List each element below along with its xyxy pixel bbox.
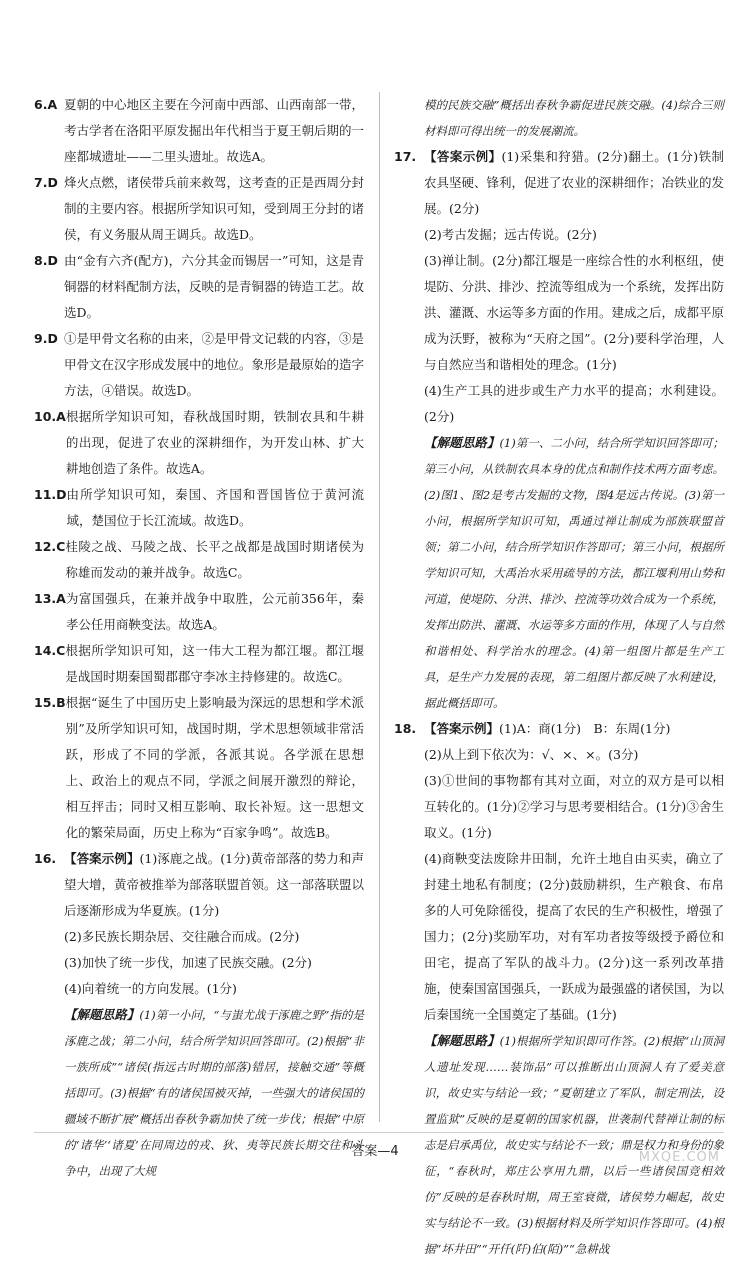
page-footer: 答案—4 bbox=[351, 1144, 399, 1159]
answer-item: (4)向着统一的方向发展。(1分) bbox=[64, 981, 237, 996]
analysis-tag: 【解题思路】 bbox=[64, 1007, 140, 1022]
answer-text: 根据所学知识可知，春秋战国时期，铁制农具和牛耕的出现，促进了农业的深耕细作，为开发山林、扩大耕地创造了条件。故选A。 bbox=[65, 409, 364, 476]
answer-text: 根据所学知识可知，这一伟大工程为都江堰。都江堰是战国时期秦国蜀郡郡守李冰主持修建的。故选C。 bbox=[65, 643, 364, 684]
answer-first-line: 【答案示例】(1)A：商(1分) B：东周(1分) bbox=[424, 721, 671, 736]
right-column bbox=[394, 92, 724, 1262]
question-number: 13.A bbox=[34, 591, 66, 606]
answer-text: 由“金有六齐(配方)，六分其金而锡居一”可知，这是青铜器的材料配制方法，反映的是青铜器的铸造工艺。故选D。 bbox=[64, 253, 365, 320]
watermark-logo: MXQE.COM bbox=[638, 1150, 720, 1165]
question-number: 6.A bbox=[34, 97, 58, 112]
question-item bbox=[34, 638, 364, 690]
answer-first-line: 【答案示例】(1)采集和狩猎。(2分)翻土。(1分)铁制农具坚硬、锋利，促进了农业的深耕细作；冶铁业的发展。(2分) bbox=[424, 149, 725, 216]
answer-item: (3)①世间的事物都有其对立面，对立的双方是可以相互转化的。(1分)②学习与思考要相结合。(1分)③舍生取义。(1分) bbox=[424, 773, 724, 840]
answer-first-line: 【答案示例】(1)涿鹿之战。(1分)黄帝部落的势力和声望大增，黄帝被推举为部落联盟首领。这一部落联盟以后逐渐形成为华夏族。(1分) bbox=[64, 851, 365, 918]
answer-tag: 【答案示例】 bbox=[424, 149, 502, 164]
answer-tag: 【答案示例】 bbox=[64, 851, 140, 866]
answer-text: 为富国强兵，在兼并战争中取胜，公元前356年，秦孝公任用商鞅变法。故选A。 bbox=[65, 591, 364, 632]
question-number: 9.D bbox=[34, 331, 58, 346]
analysis-tag: 【解题思路】 bbox=[424, 435, 500, 450]
question-number: 14.C bbox=[34, 643, 66, 658]
analysis-text: 【解题思路】(1)第一、二小问，结合所学知识回答即可；第三小问，从铁制农具本身的优点和制作技术两方面考虑。(2)图1、图2是考古发掘的文物，图4是远古传说。(3)第一小问，根据所学知识可知，禹通过禅让制成为部族联盟首领；第二小问，结合所学知识作答即可；第三小问，根据所学知识可知，大禹治水采用疏导的方法，都江堰利用山势和河道，使堤防、分洪、排沙、控流等功效合成为一个系统，发挥出防洪、灌溉、水运等多方面的作用，体现了人与自然和谐相处、科学治水的理念。(4)第一组图片都是生产工具，是生产力发展的表现，第二组图片都反映了水利建设，据此概括即可。 bbox=[424, 435, 724, 710]
question-18 bbox=[394, 716, 724, 742]
question-18-items bbox=[394, 742, 724, 1262]
answer-text: 根据“诞生了中国历史上影响最为深远的思想和学术派别”及所学知识可知，战国时期，学术思想领域非常活跃，形成了不同的学派，各派其说。各学派在思想上、政治上的观点不同，学派之间展开激烈的辩论，相互抨击；同时又相互影响、取长补短。这一思想文化的繁荣局面，历史上称为“百家争鸣”。故选B。 bbox=[65, 695, 364, 840]
question-number: 18. bbox=[394, 721, 417, 736]
question-number: 17. bbox=[394, 149, 417, 164]
answer-text: 由所学知识可知，秦国、齐国和晋国皆位于黄河流域，楚国位于长江流域。故选D。 bbox=[66, 487, 364, 528]
answer-item: (4)商鞅变法废除井田制，允许土地自由买卖，确立了封建土地私有制度；(2分)鼓励耕织，生产粮食、布帛多的人可免除徭役，提高了农民的生产积极性，增强了国力；(2分)奖励军功，对有军功者按等级授予爵位和田宅，提高了军队的战斗力。(2分)这一系列改革措施，使秦国富国强兵，一跃成为最强盛的诸侯国，为以后秦国统一全国奠定了基础。(1分) bbox=[424, 851, 725, 1022]
question-17-items bbox=[394, 222, 724, 716]
question-number: 12.C bbox=[34, 539, 66, 554]
question-number: 11.D bbox=[34, 487, 67, 502]
answer-text: 烽火点燃，诸侯带兵前来救驾，这考查的正是西周分封制的主要内容。根据所学知识可知，受到周王分封的诸侯，有义务服从周王调兵。故选D。 bbox=[64, 175, 365, 242]
question-17 bbox=[394, 144, 724, 222]
analysis-tag: 【解题思路】 bbox=[424, 1033, 500, 1048]
question-item bbox=[34, 404, 364, 482]
question-item bbox=[34, 248, 364, 326]
answer-item: (3)加快了统一步伐，加速了民族交融。(2分) bbox=[64, 955, 312, 970]
question-number: 7.D bbox=[34, 175, 58, 190]
answer-tag: 【答案示例】 bbox=[424, 721, 500, 736]
question-item bbox=[34, 170, 364, 248]
answer-item: (2)考古发掘；远古传说。(2分) bbox=[424, 227, 597, 242]
left-column bbox=[34, 92, 364, 1184]
question-16 bbox=[34, 846, 364, 924]
column-divider bbox=[379, 92, 380, 1122]
left-answer-list bbox=[34, 92, 364, 846]
answer-item: (2)从上到下依次为：√、×、×。(3分) bbox=[424, 747, 639, 762]
analysis-text: 【解题思路】(1)根据所学知识即可作答。(2)根据“山顶洞人遗址发现……装饰品”可以推断出山顶洞人有了爱美意识，故史实与结论一致；“夏朝建立了军队，制定刑法，设置监狱”反映的是夏朝的国家机器，世袭制代替禅让制的标志是启承禹位，故史实与结论不一致；鼎是权力和身份的象征，“春秋时，郑庄公享用九鼎，以后一些诸侯国竞相效仿”反映的是春秋时期，周王室衰微，诸侯势力崛起，故史实与结论不一致。(3)根据材料及所学知识作答即可。(4)根据“坏井田”“开仟(阡)伯(陌)”“急耕战 bbox=[424, 1033, 724, 1256]
footer-rule bbox=[34, 1132, 724, 1133]
question-number: 15.B bbox=[34, 695, 66, 710]
question-number: 16. bbox=[34, 851, 57, 866]
answer-item: (3)禅让制。(2分)都江堰是一座综合性的水利枢纽，使堤防、分洪、排沙、控流等组成为一个系统，发挥出防洪、灌溉、水运等多方面的作用。建成之后，成都平原成为沃野，被称为“天府之国”。(2分)要科学治理，人与自然应当和谐相处的理念。(1分) bbox=[424, 253, 725, 372]
answer-item: (2)多民族长期杂居、交往融合而成。(2分) bbox=[64, 929, 300, 944]
analysis-continuation: 模的民族交融”概括出春秋争霸促进民族交融。(4)综合三则材料即可得出统一的发展潮流。 bbox=[424, 98, 724, 138]
question-item bbox=[34, 534, 364, 586]
answer-item: (4)生产工具的进步或生产力水平的提高；水利建设。(2分) bbox=[424, 383, 724, 424]
analysis-text: 【解题思路】(1)第一小问，“与蚩尤战于涿鹿之野”指的是涿鹿之战；第二小问，结合所学知识回答即可。(2)根据“非一族所成”“诸侯(指远古时期的部落)错居，接触交通”等概括即可。(3)根据“有的诸侯国被灭掉，一些强大的诸侯国的疆域不断扩展”概括出春秋争霸加快了统一步伐；根据“中原的‘诸华’‘诸夏’在同周边的戎、狄、夷等民族长期交往和斗争中，出现了大规 bbox=[64, 1007, 364, 1178]
answer-text: 桂陵之战、马陵之战、长平之战都是战国时期诸侯为称雄而发动的兼并战争。故选C。 bbox=[65, 539, 364, 580]
question-number: 8.D bbox=[34, 253, 58, 268]
answer-text: 夏朝的中心地区主要在今河南中西部、山西南部一带，考古学者在洛阳平原发掘出年代相当于夏王朝后期的一座都城遗址——二里头遗址。故选A。 bbox=[64, 97, 365, 164]
question-item bbox=[34, 586, 364, 638]
question-item bbox=[34, 690, 364, 846]
question-item bbox=[34, 326, 364, 404]
question-item bbox=[34, 482, 364, 534]
question-number: 10.A bbox=[34, 409, 66, 424]
answer-text: ①是甲骨文名称的由来，②是甲骨文记载的内容，③是甲骨文在汉字形成发展中的地位。象形是最原始的造字方法，④错误。故选D。 bbox=[64, 331, 365, 398]
question-item bbox=[34, 92, 364, 170]
